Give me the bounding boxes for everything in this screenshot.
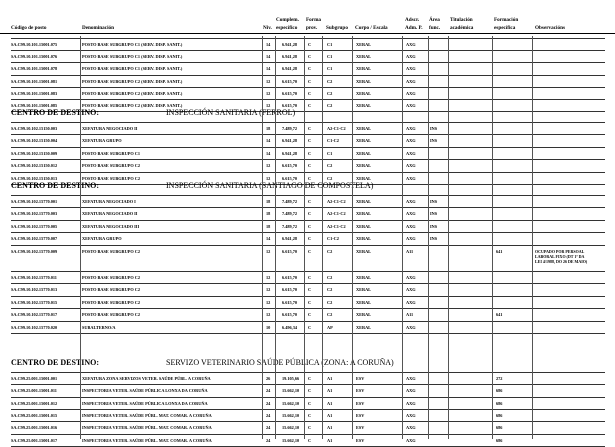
cell-corpo: XERAL: [356, 90, 372, 96]
cell-corpo: XERAL: [356, 103, 372, 108]
cell-forma: C: [308, 78, 312, 84]
cell-niv: 12: [266, 90, 271, 96]
cell-formacion: 686: [496, 412, 503, 418]
column-rule: [532, 36, 533, 439]
cell-denominacion: XEFATURA GRUPO: [82, 138, 122, 144]
cell-corpo: XERAL: [356, 42, 372, 47]
cell-complemento: 6.941,28: [282, 150, 298, 156]
column-rule: [275, 36, 276, 439]
header-codigo: Código de posto: [11, 25, 47, 31]
cell-niv: 12: [266, 248, 271, 254]
cell-complemento: 6.615,70: [282, 78, 298, 84]
header-adscr: Adscr.: [405, 17, 420, 23]
cell-denominacion: POSTO BASE SUBGRUPO C2 (SERV. DISP. SANIT.): [82, 103, 183, 108]
cell-formacion: 272: [496, 376, 503, 381]
cell-subgrupo: A2-C1-C2: [327, 199, 346, 204]
cell-code: SA.C99.10.102.15770.001: [11, 199, 58, 204]
cell-denominacion: POSTO BASE SUBGRUPO C2: [82, 312, 141, 318]
column-rule: [448, 36, 449, 439]
cell-adscr: AXG: [406, 275, 416, 280]
cell-code: SA.C99.10.102.15770.017: [11, 312, 58, 318]
cell-denominacion: XEFATURA NEGOCIADO II: [82, 211, 138, 217]
cell-niv: 24: [266, 388, 271, 394]
cell-complemento: 6.615,70: [282, 275, 298, 280]
cell-code: SA.C99.10.101.15001.081: [11, 78, 58, 84]
cell-subgrupo: A1: [327, 400, 333, 406]
cell-adscr: AXG: [406, 126, 416, 131]
cell-niv: 24: [266, 412, 271, 418]
cell-forma: C: [308, 248, 312, 254]
cell-corpo: XERAL: [356, 66, 372, 72]
cell-adscr: AXG: [406, 150, 416, 156]
table-row: [0, 196, 615, 207]
cell-complemento: 6.615,70: [282, 90, 298, 96]
cell-denominacion: POSTO BASE SUBGRUPO C2: [82, 275, 141, 280]
cell-forma: C: [308, 54, 312, 60]
cell-subgrupo: C2: [327, 312, 333, 318]
cell-denominacion: XEFATURA NEGOCIADO I: [82, 199, 136, 204]
cell-adscr: AXG: [406, 199, 416, 204]
cell-complemento: 6.496,34: [282, 324, 298, 330]
cell-forma: C: [308, 312, 312, 318]
table-row: [0, 39, 615, 50]
cell-adscr: AXG: [406, 54, 416, 60]
section-label: CENTRO DE DESTINO:: [11, 108, 100, 117]
cell-subgrupo: C1: [327, 42, 333, 47]
cell-area: INS: [430, 223, 438, 229]
cell-denominacion: POSTO BASE SUBGRUPO C2 (SERV. DISP. SANIT.): [82, 90, 183, 96]
cell-complemento: 6.615,70: [282, 287, 298, 293]
cell-code: SA.C99.10.101.15001.076: [11, 54, 58, 60]
cell-denominacion: POSTO BASE SUBGRUPO C2: [82, 175, 141, 181]
cell-subgrupo: A1: [327, 388, 333, 394]
cell-forma: C: [308, 199, 312, 204]
cell-forma: C: [308, 42, 312, 47]
cell-niv: 14: [266, 138, 271, 144]
cell-niv: 12: [266, 312, 271, 318]
cell-complemento: 7.489,72: [282, 199, 298, 204]
cell-forma: C: [308, 412, 312, 418]
table-row: [0, 309, 615, 320]
cell-code: SA.C99.10.102.15770.015: [11, 299, 58, 305]
cell-adscr: AXG: [406, 412, 416, 418]
cell-corpo: ESV: [356, 388, 365, 394]
cell-adscr: AXG: [406, 163, 416, 169]
cell-complemento: 6.941,28: [282, 66, 298, 72]
table-row: [0, 422, 615, 433]
cell-denominacion: POSTO BASE SUBGRUPO C1 (SERV. DISP. SANIT.): [82, 54, 183, 60]
section-header: [11, 358, 394, 367]
cell-adscr: AXG: [406, 42, 416, 47]
cell-subgrupo: C2: [327, 90, 333, 96]
cell-complemento: 7.489,72: [282, 211, 298, 217]
cell-code: SA.C99.10.101.15001.075: [11, 42, 58, 47]
cell-complemento: 19.105,66: [282, 376, 300, 381]
section-name: INSPECCIÓN SANITARIA (FERROL): [166, 108, 296, 117]
cell-forma: C: [308, 437, 312, 443]
cell-denominacion: POSTO BASE SUBGRUPO C2 (SERV. DISP. SANIT.): [82, 78, 183, 84]
cell-corpo: XERAL: [356, 223, 372, 229]
cell-adscr: AXG: [406, 90, 416, 96]
table-row: [0, 51, 615, 62]
table-row: [0, 284, 615, 295]
cell-denominacion: XEFATURA NEGOCIADO III: [82, 223, 140, 229]
cell-niv: 24: [266, 437, 271, 443]
cell-denominacion: POSTO BASE SUBGRUPO C2: [82, 299, 141, 305]
cell-forma: C: [308, 223, 312, 229]
cell-subgrupo: A1: [327, 376, 333, 381]
cell-complemento: 6.615,70: [282, 163, 298, 169]
cell-denominacion: POSTO BASE SUBGRUPO C1: [82, 150, 141, 156]
cell-adscr: AXG: [406, 211, 416, 217]
column-rule: [322, 36, 323, 439]
cell-subgrupo: C1-C2: [327, 138, 339, 144]
table-row: [0, 297, 615, 308]
cell-forma: C: [308, 103, 312, 108]
cell-complemento: 6.615,70: [282, 103, 298, 108]
cell-niv: 18: [266, 199, 271, 204]
cell-forma: C: [308, 66, 312, 72]
cell-code: SA.C99.10.102.15770.003: [11, 211, 58, 217]
cell-observaciones: OCUPADO POR PERSOAL LABORAL FIXO (DT 1ª DA LEI 4/1988, DO 26 DE MAIO): [535, 248, 588, 264]
column-rule: [402, 36, 403, 439]
table-row: [0, 373, 615, 384]
cell-denominacion: POSTO BASE SUBGRUPO C2: [82, 248, 141, 254]
cell-subgrupo: A1: [327, 437, 333, 443]
cell-forma: C: [308, 236, 312, 242]
table-row: [0, 208, 615, 219]
cell-formacion: 686: [496, 400, 503, 406]
cell-formacion: 641: [496, 248, 503, 254]
cell-code: SA.C99.10.102.15770.013: [11, 287, 58, 293]
cell-complemento: 6.941,28: [282, 54, 298, 60]
cell-forma: C: [308, 150, 312, 156]
cell-subgrupo: C2: [327, 103, 333, 108]
cell-corpo: XERAL: [356, 126, 372, 131]
cell-formacion: 641: [496, 312, 503, 318]
cell-subgrupo: C2: [327, 287, 333, 293]
section-label: CENTRO DE DESTINO:: [11, 358, 100, 367]
cell-niv: 12: [266, 78, 271, 84]
cell-denominacion: INSPECTORIA VETER. SAÚDE PÚBL. MAT. COMAR. A CORUÑA: [82, 425, 212, 431]
cell-denominacion: XEFATURA GRUPO: [82, 236, 122, 242]
cell-adscr: AXG: [406, 437, 416, 443]
cell-complemento: 7.489,72: [282, 223, 298, 229]
cell-niv: 26: [266, 376, 271, 381]
row-divider: [11, 333, 605, 334]
cell-adscr: AXG: [406, 138, 416, 144]
cell-subgrupo: C1: [327, 66, 333, 72]
cell-forma: C: [308, 211, 312, 217]
header-prov: prov.: [306, 25, 318, 31]
table-row: [0, 88, 615, 99]
cell-corpo: XERAL: [356, 287, 372, 293]
cell-denominacion: INSPECTORIA VETER. SAÚDE PÚBLICA LONXA DA CORUÑA: [82, 400, 208, 406]
cell-subgrupo: AP: [327, 324, 333, 330]
cell-corpo: XERAL: [356, 54, 372, 60]
table-row: [0, 63, 615, 74]
header-observaciones: Observacións: [535, 25, 565, 31]
cell-code: SA.C99.10.102.15770.020: [11, 324, 58, 330]
cell-complemento: 15.662,10: [282, 400, 300, 406]
cell-forma: C: [308, 425, 312, 431]
cell-forma: C: [308, 287, 312, 293]
column-rule: [492, 36, 493, 439]
cell-corpo: XERAL: [356, 78, 372, 84]
cell-corpo: ESV: [356, 425, 365, 431]
header-forma: Forma: [306, 17, 321, 23]
column-rule: [304, 36, 305, 439]
header-adm: Adm. P.: [405, 25, 423, 31]
cell-adscr: A11: [406, 312, 414, 318]
cell-adscr: AXG: [406, 376, 416, 381]
cell-forma: C: [308, 175, 312, 181]
cell-subgrupo: C2: [327, 163, 333, 169]
cell-niv: 12: [266, 287, 271, 293]
cell-corpo: XERAL: [356, 324, 372, 330]
cell-subgrupo: A1: [327, 425, 333, 431]
cell-forma: C: [308, 400, 312, 406]
cell-adscr: AXG: [406, 236, 416, 242]
cell-niv: 14: [266, 54, 271, 60]
cell-forma: C: [308, 376, 312, 381]
cell-forma: C: [308, 324, 312, 330]
cell-complemento: 6.615,70: [282, 312, 298, 318]
cell-area: INS: [430, 199, 438, 204]
cell-adscr: AXG: [406, 223, 416, 229]
cell-corpo: XERAL: [356, 199, 372, 204]
cell-adscr: AXG: [406, 299, 416, 305]
section-label: CENTRO DE DESTINO:: [11, 181, 100, 190]
cell-code: SA.C99.25.001.15001.017: [11, 437, 58, 443]
cell-complemento: 6.941,28: [282, 236, 298, 242]
cell-code: SA.C99.10.102.15770.009: [11, 248, 58, 254]
header-corpo: Corpo / Escala: [355, 25, 388, 31]
cell-niv: 14: [266, 236, 271, 242]
cell-forma: C: [308, 275, 312, 280]
header-niv: Niv.: [263, 25, 272, 31]
cell-denominacion: POSTO BASE SUBGRUPO C1 (SERV. DISP. SANIT.): [82, 42, 183, 47]
cell-adscr: AXG: [406, 175, 416, 181]
header-formacion: Formación: [494, 17, 519, 23]
cell-corpo: XERAL: [356, 175, 372, 181]
section-header: [11, 108, 296, 117]
cell-forma: C: [308, 163, 312, 169]
table-row: [0, 233, 615, 244]
cell-niv: 10: [266, 324, 271, 330]
cell-corpo: XERAL: [356, 236, 372, 242]
table-row: [0, 148, 615, 159]
cell-code: SA.C99.10.102.15150.009: [11, 150, 58, 156]
cell-complemento: 15.662,10: [282, 388, 300, 394]
cell-corpo: XERAL: [356, 275, 372, 280]
cell-corpo: XERAL: [356, 248, 372, 254]
cell-complemento: 7.489,72: [282, 126, 298, 131]
cell-code: SA.C99.10.102.15150.003: [11, 126, 58, 131]
cell-corpo: ESV: [356, 376, 365, 381]
cell-corpo: ESV: [356, 437, 365, 443]
cell-niv: 14: [266, 150, 271, 156]
cell-denominacion: INSPECTORIA VETER. SAÚDE PÚBL. MAT. COMAR. A CORUÑA: [82, 437, 212, 443]
cell-niv: 12: [266, 175, 271, 181]
table-row: [0, 160, 615, 171]
cell-niv: 12: [266, 299, 271, 305]
cell-niv: 12: [266, 163, 271, 169]
cell-denominacion: INSPECTORIA VETER. SAÚDE PÚBL. MAT. COMAR. A CORUÑA: [82, 412, 212, 418]
cell-niv: 18: [266, 126, 271, 131]
cell-niv: 18: [266, 211, 271, 217]
header-func: func.: [429, 25, 441, 31]
table-row: [0, 322, 615, 333]
cell-adscr: AXG: [406, 78, 416, 84]
cell-area: INS: [430, 211, 438, 217]
cell-complemento: 15.662,10: [282, 412, 300, 418]
cell-corpo: XERAL: [356, 163, 372, 169]
cell-code: SA.C99.10.102.15770.007: [11, 236, 58, 242]
cell-denominacion: POSTO BASE SUBGRUPO C2: [82, 163, 141, 169]
cell-forma: C: [308, 299, 312, 305]
cell-complemento: 15.662,10: [282, 425, 300, 431]
cell-code: SA.C99.25.001.15001.012: [11, 400, 58, 406]
cell-adscr: A11: [406, 248, 414, 254]
section-header: [11, 181, 374, 190]
cell-adscr: AXG: [406, 400, 416, 406]
section-name: SERVIZO VETERINARIO SAÚDE PÚBLICA (ZONA: A CORUÑA): [166, 358, 394, 367]
table-row: [0, 410, 615, 421]
cell-subgrupo: C2: [327, 248, 333, 254]
cell-corpo: XERAL: [356, 299, 372, 305]
cell-corpo: XERAL: [356, 138, 372, 144]
cell-code: SA.C99.25.001.15001.001: [11, 376, 58, 381]
header-subgrupo: Subgrupo: [326, 25, 348, 31]
cell-code: SA.C99.10.101.15001.083: [11, 90, 58, 96]
cell-subgrupo: A1: [327, 412, 333, 418]
column-rule: [428, 36, 429, 439]
cell-adscr: AXG: [406, 287, 416, 293]
cell-code: SA.C99.10.101.15001.078: [11, 66, 58, 72]
column-rule: [352, 36, 353, 439]
header-academica: académica: [450, 25, 474, 31]
column-rule: [80, 36, 81, 439]
cell-denominacion: INSPECTORIA VETER. SAÚDE PÚBLICA LONXA DA CORUÑA: [82, 388, 208, 394]
header-titulacion: Titulación: [450, 17, 473, 23]
cell-complemento: 6.615,70: [282, 248, 298, 254]
header-especifico: específico: [276, 25, 298, 31]
header-complem: Complem.: [276, 17, 299, 23]
cell-subgrupo: A2-C1-C2: [327, 211, 346, 217]
cell-corpo: ESV: [356, 412, 365, 418]
header-rule: [0, 33, 615, 34]
cell-code: SA.C99.10.102.15770.005: [11, 223, 58, 229]
cell-niv: 18: [266, 223, 271, 229]
cell-niv: 24: [266, 425, 271, 431]
header-area: Área: [429, 17, 440, 23]
cell-subgrupo: A2-C1-C2: [327, 223, 346, 229]
cell-code: SA.C99.25.001.15001.011: [11, 388, 57, 394]
header-denominacion: Denominación: [82, 25, 114, 31]
cell-niv: 14: [266, 42, 271, 47]
cell-forma: C: [308, 388, 312, 394]
cell-corpo: XERAL: [356, 312, 372, 318]
cell-code: SA.C99.25.001.15001.015: [11, 412, 58, 418]
cell-code: SA.C99.10.102.15150.013: [11, 175, 58, 181]
cell-denominacion: POSTO BASE SUBGRUPO C1 (SERV. DISP. SANIT.): [82, 66, 183, 72]
cell-adscr: AXG: [406, 425, 416, 431]
cell-complemento: 6.941,28: [282, 42, 298, 47]
table-row: [0, 123, 615, 134]
column-rule: [262, 36, 263, 439]
table-row: [0, 246, 615, 264]
cell-subgrupo: A2-C1-C2: [327, 126, 346, 131]
cell-niv: 12: [266, 103, 271, 108]
table-row: [0, 272, 615, 283]
cell-subgrupo: C1: [327, 150, 333, 156]
cell-adscr: AXG: [406, 324, 416, 330]
cell-formacion: 686: [496, 425, 503, 431]
table-row: [0, 398, 615, 409]
cell-adscr: AXG: [406, 388, 416, 394]
cell-denominacion: POSTO BASE SUBGRUPO C2: [82, 287, 141, 293]
cell-denominacion: XEFATURA NEGOCIADO II: [82, 126, 138, 131]
cell-formacion: 686: [496, 388, 503, 394]
cell-subgrupo: C2: [327, 78, 333, 84]
cell-forma: C: [308, 126, 312, 131]
cell-corpo: XERAL: [356, 211, 372, 217]
cell-corpo: ESV: [356, 400, 365, 406]
cell-code: SA.C99.10.102.15150.004: [11, 138, 58, 144]
table-row: [0, 435, 615, 446]
cell-formacion: 686: [496, 437, 503, 443]
cell-code: SA.C99.10.101.15001.085: [11, 103, 58, 108]
table-row: [0, 221, 615, 232]
table-row: [0, 385, 615, 396]
cell-subgrupo: C1: [327, 54, 333, 60]
cell-code: SA.C99.25.001.15001.016: [11, 425, 58, 431]
cell-area: INS: [430, 138, 438, 144]
cell-subgrupo: C2: [327, 275, 333, 280]
cell-subgrupo: C2: [327, 299, 333, 305]
cell-area: INS: [430, 126, 438, 131]
cell-code: SA.C99.10.102.15150.012: [11, 163, 58, 169]
cell-adscr: AXG: [406, 103, 416, 108]
table-row: [0, 76, 615, 87]
cell-subgrupo: C1-C2: [327, 236, 339, 242]
table-row: [0, 135, 615, 146]
cell-niv: 14: [266, 66, 271, 72]
section-name: INSPECCIÓN SANITARIA (SANTIAGO DE COMPOSTELA): [166, 181, 374, 190]
header-especifica: específica: [494, 25, 516, 31]
cell-code: SA.C99.10.102.15770.011: [11, 275, 57, 280]
cell-niv: 24: [266, 400, 271, 406]
cell-niv: 12: [266, 275, 271, 280]
cell-denominacion: SUBALTERNO/A: [82, 324, 116, 330]
cell-complemento: 6.615,70: [282, 299, 298, 305]
cell-corpo: XERAL: [356, 150, 372, 156]
row-divider: [11, 111, 605, 112]
cell-forma: C: [308, 90, 312, 96]
cell-complemento: 6.941,28: [282, 138, 298, 144]
cell-area: INS: [430, 236, 438, 242]
cell-subgrupo: C2: [327, 175, 333, 181]
cell-adscr: AXG: [406, 66, 416, 72]
cell-complemento: 6.615,70: [282, 175, 298, 181]
cell-denominacion: XEFATURA ZONA SERVIZOS VETER. SAÚDE PÚBL. A CORUÑA: [82, 376, 211, 381]
cell-forma: C: [308, 138, 312, 144]
cell-complemento: 15.662,10: [282, 437, 300, 443]
